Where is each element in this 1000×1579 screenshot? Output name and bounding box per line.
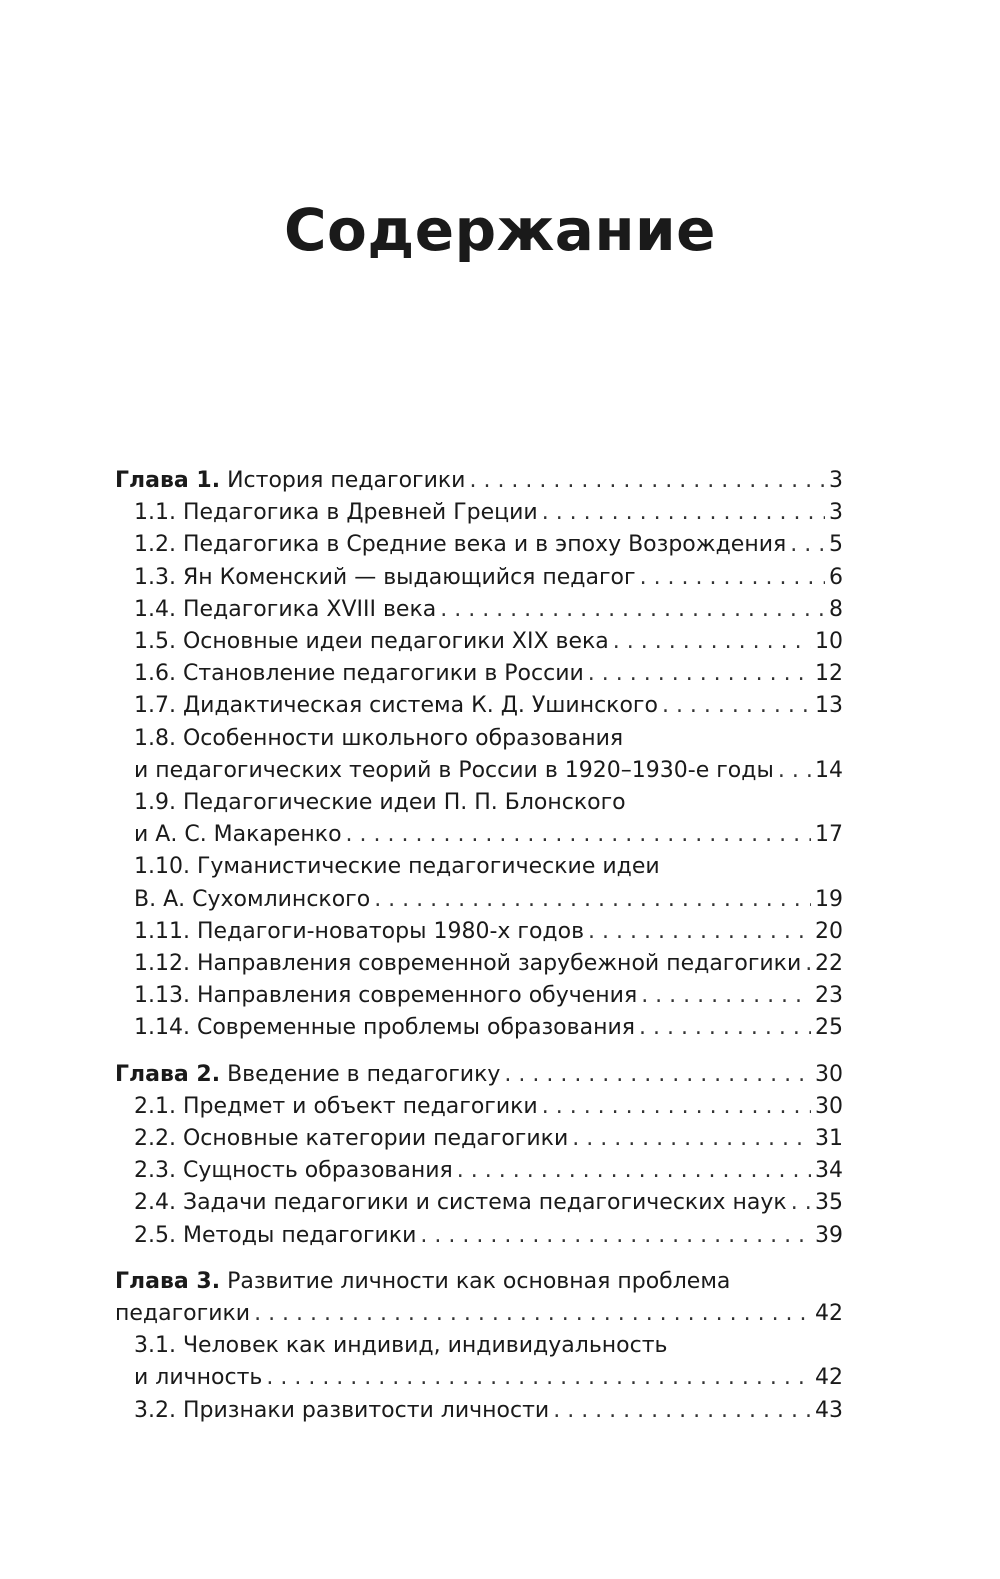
leader-dots [542,497,825,529]
toc-entry-chapter-1[interactable] [115,465,843,497]
entry-text: 2.2. Основные категории педагогики [134,1126,569,1152]
page-number: 10 [815,629,843,655]
entry-text: 2.1. Предмет и объект педагогики [134,1093,538,1119]
chapter-title: История педагогики [227,468,466,493]
page-number: 3 [829,500,843,526]
entry-text-line-1: 3.1. Человек как индивид, индивидуальность [134,1333,668,1359]
leader-dots [640,562,825,594]
leader-dots [588,916,811,948]
toc-entry-chapter-2[interactable] [115,1059,843,1091]
toc-entry-2-1[interactable] [134,1091,843,1123]
page-number: 31 [815,1126,843,1152]
page-number: 30 [815,1093,843,1119]
toc-entry-1-6[interactable] [134,658,843,690]
page-number: 42 [815,1365,843,1391]
page-number: 23 [815,983,843,1009]
entry-text: 1.5. Основные идеи педагогики XIX века [134,629,609,655]
leader-dots [805,948,811,980]
entry-text: 1.6. Становление педагогики в России [134,661,584,687]
chapter-label: Глава 3. [115,1268,221,1294]
entry-text: 1.1. Педагогика в Древней Греции [134,500,538,526]
leader-dots [572,1123,811,1155]
entry-text: 1.4. Педагогика XVIII века [134,596,437,622]
toc-entry-1-13[interactable] [134,980,843,1012]
toc-entry-1-11[interactable] [134,916,843,948]
leader-dots [778,755,811,787]
entry-text: 1.2. Педагогика в Средние века и в эпоху Возрождения [134,532,787,558]
entry-text: 1.7. Дидактическая система К. Д. Ушинского [134,693,658,719]
toc-chapter-2 [115,1059,843,1252]
toc-entry-1-5[interactable] [134,626,843,658]
page-number: 13 [815,693,843,719]
entry-text-line-1: 1.9. Педагогические идеи П. П. Блонского [134,790,626,816]
entry-text: 3.2. Признаки развитости личности [134,1397,550,1423]
leader-dots [346,819,811,851]
entry-text: 1.11. Педагоги-новаторы 1980-х годов [134,918,585,944]
toc-entry-1-7[interactable] [134,690,843,722]
leader-dots [266,1362,811,1394]
toc-entry-1-12[interactable] [134,948,843,980]
leader-dots [553,1395,811,1427]
leader-dots [374,884,811,916]
toc-entry-1-14[interactable] [134,1012,843,1044]
toc-entry-1-8[interactable] [134,723,843,787]
entry-text-line-2: и педагогических теорий в России в 1920–1930-е годы [134,757,774,783]
entry-text-line-2: и А. С. Макаренко [134,822,342,848]
page-title: Содержание [283,196,716,264]
toc-chapter-3 [115,1266,843,1427]
page-number: 39 [815,1222,843,1248]
leader-dots [639,1012,811,1044]
toc-entry-3-1[interactable] [134,1330,843,1394]
leader-dots [457,1155,811,1187]
leader-dots [662,690,811,722]
leader-dots [504,1059,811,1091]
leader-dots [613,626,811,658]
leader-dots [440,594,825,626]
entry-text: 2.3. Сущность образования [134,1158,453,1184]
leader-dots [790,529,825,561]
leader-dots [641,980,811,1012]
chapter-label: Глава 2. [115,1061,221,1087]
page-number: 20 [815,918,843,944]
leader-dots [469,465,825,497]
page-number: 35 [815,1190,843,1216]
entry-text-line-2: В. А. Сухомлинского [134,886,371,912]
entry-text: 1.14. Современные проблемы образования [134,1015,635,1041]
leader-dots [588,658,811,690]
page-number: 30 [815,1061,843,1087]
page-number: 19 [815,886,843,912]
table-of-contents [115,465,843,1441]
page-number: 3 [829,468,843,493]
toc-entry-chapter-3[interactable] [115,1266,843,1330]
toc-entry-1-3[interactable] [134,562,843,594]
toc-entry-1-10[interactable] [134,851,843,915]
entry-text: 1.13. Направления современного обучения [134,983,638,1009]
toc-entry-2-2[interactable] [134,1123,843,1155]
page-number: 12 [815,661,843,687]
toc-entry-2-4[interactable] [134,1187,843,1219]
page-number: 17 [815,822,843,848]
toc-entry-1-1[interactable] [134,497,843,529]
page-number: 5 [829,532,843,558]
page-number: 22 [815,951,843,977]
entry-text: 2.5. Методы педагогики [134,1222,417,1248]
page-number: 34 [815,1158,843,1184]
page-number: 6 [829,564,843,590]
leader-dots [791,1187,811,1219]
page-number: 8 [829,596,843,622]
leader-dots [254,1298,811,1330]
toc-entry-1-2[interactable] [134,529,843,561]
page-number: 42 [815,1301,843,1327]
chapter-title-line-1: Развитие личности как основная проблема [227,1268,731,1294]
page-number: 14 [815,757,843,783]
entry-text-line-2: и личность [134,1365,263,1391]
entry-text-line-1: 1.8. Особенности школьного образования [134,725,624,751]
chapter-title: Введение в педагогику [227,1061,501,1087]
toc-chapter-1 [115,465,843,1045]
toc-entry-2-5[interactable] [134,1220,843,1252]
page-number: 43 [815,1397,843,1423]
leader-dots [542,1091,811,1123]
entry-text: 2.4. Задачи педагогики и система педагогических наук [134,1190,787,1216]
entry-text-line-1: 1.10. Гуманистические педагогические идеи [134,854,660,880]
toc-entry-2-3[interactable] [134,1155,843,1187]
entry-text: 1.12. Направления современной зарубежной педагогики [134,951,802,977]
leader-dots [420,1220,811,1252]
toc-entry-1-4[interactable] [134,594,843,626]
entry-text: 1.3. Ян Коменский — выдающийся педагог [134,564,636,590]
toc-entry-1-9[interactable] [134,787,843,851]
chapter-title-line-2: педагогики [115,1301,251,1327]
chapter-label: Глава 1. [115,468,221,493]
page-number: 25 [815,1015,843,1041]
toc-entry-3-2[interactable] [134,1395,843,1427]
